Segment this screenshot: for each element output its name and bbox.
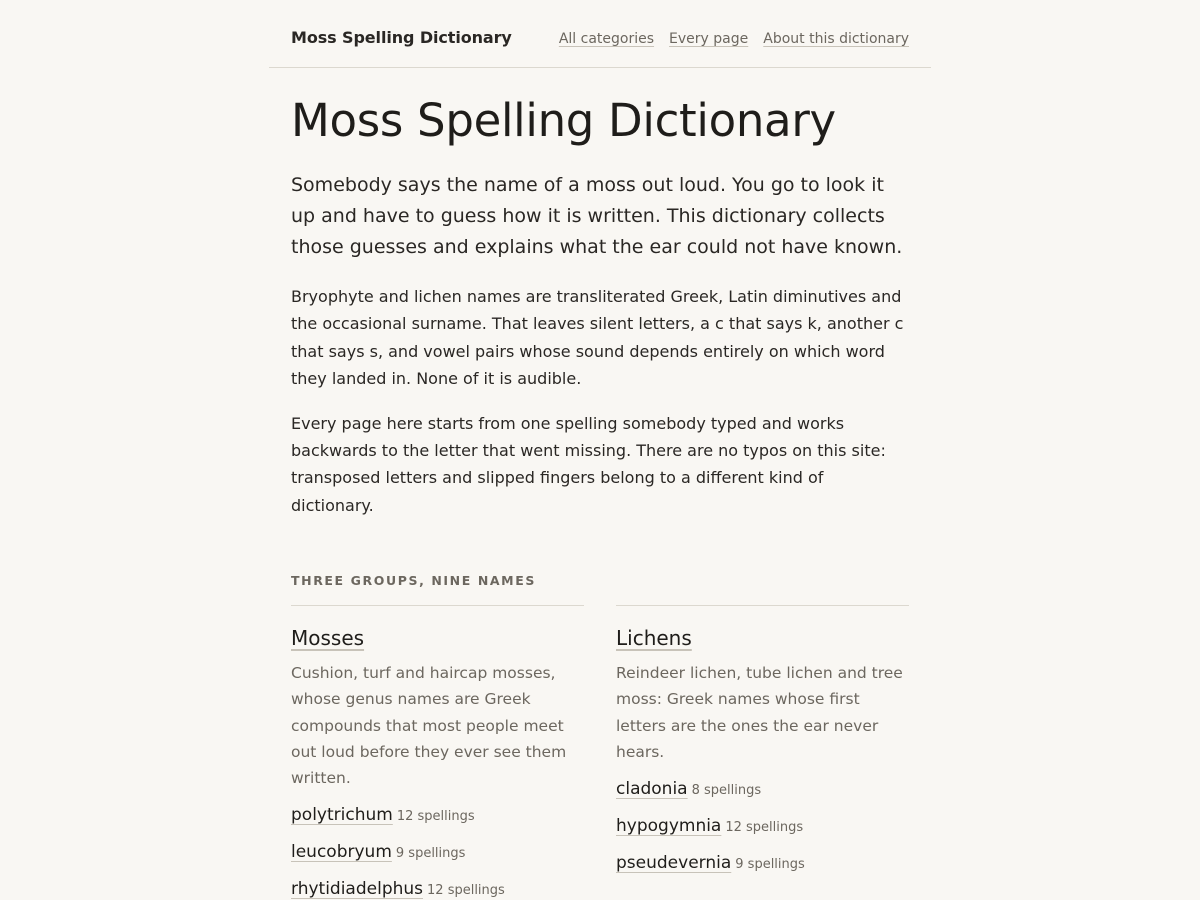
site-header [269, 0, 931, 68]
list-item [291, 842, 584, 879]
top-nav [559, 31, 909, 47]
nav-about[interactable]: About this dictionary [763, 31, 909, 47]
section-label: THREE GROUPS, NINE NAMES [291, 573, 536, 589]
spelling-count: 12 spellings [427, 883, 505, 899]
spelling-count: 12 spellings [725, 820, 804, 836]
nav-all-categories[interactable]: All categories [558, 31, 655, 47]
name-link-polytrichum[interactable]: polytrichum [291, 805, 393, 826]
spelling-count: 9 spellings [395, 846, 466, 862]
group-heading-lichens[interactable]: Lichens [616, 626, 692, 651]
lede-paragraph: Somebody says the name of a moss out loud. You go to look it up and have to guess how it is written. This dictionary collects those guesses and explains what the ear could not have known. [291, 174, 903, 258]
intro-paragraph-2: Every page here starts from one spelling somebody typed and works backwards to the letter that went missing. There are no typos on this site: transposed letters and slipped fingers belong to a different kind of dictionary. [291, 413, 886, 515]
page-title: Moss Spelling Dictionary [291, 94, 836, 147]
spelling-count: 12 spellings [396, 809, 475, 825]
group-heading-mosses[interactable]: Mosses [291, 626, 365, 651]
name-link-leucobryum[interactable]: leucobryum [291, 842, 392, 863]
name-list [291, 805, 584, 900]
name-link-pseudevernia[interactable]: pseudevernia [616, 853, 732, 874]
name-list [616, 779, 909, 890]
name-link-cladonia[interactable]: cladonia [616, 779, 688, 800]
site-title-link[interactable]: Moss Spelling Dictionary [291, 28, 512, 47]
groups-grid [291, 605, 909, 900]
spelling-count: 8 spellings [691, 783, 762, 799]
list-item [291, 805, 584, 842]
name-link-hypogymnia[interactable]: hypogymnia [616, 816, 722, 837]
list-item [616, 853, 909, 890]
spelling-count: 9 spellings [735, 857, 805, 873]
group-description: Cushion, turf and haircap mosses, whose genus names are Greek compounds that most people meet out loud before they ever see them written. [291, 664, 567, 788]
group-mosses [291, 605, 584, 900]
list-item [616, 779, 909, 816]
name-link-rhytidiadelphus[interactable]: rhytidiadelphus [291, 879, 424, 900]
group-description: Reindeer lichen, tube lichen and tree moss: Greek names whose first letters are the ones the ear never hears. [616, 664, 903, 761]
page [269, 0, 931, 900]
group-lichens [616, 605, 909, 900]
list-item [616, 816, 909, 853]
intro-paragraph-1: Bryophyte and lichen names are transliterated Greek, Latin diminutives and the occasional surname. That leaves silent letters, a c that says k, another c that says s, and vowel pairs whose sound depends entirely on which word they landed in. None of it is audible. [291, 287, 904, 389]
main-content [269, 92, 931, 900]
nav-every-page[interactable]: Every page [669, 31, 749, 47]
list-item [291, 879, 584, 900]
